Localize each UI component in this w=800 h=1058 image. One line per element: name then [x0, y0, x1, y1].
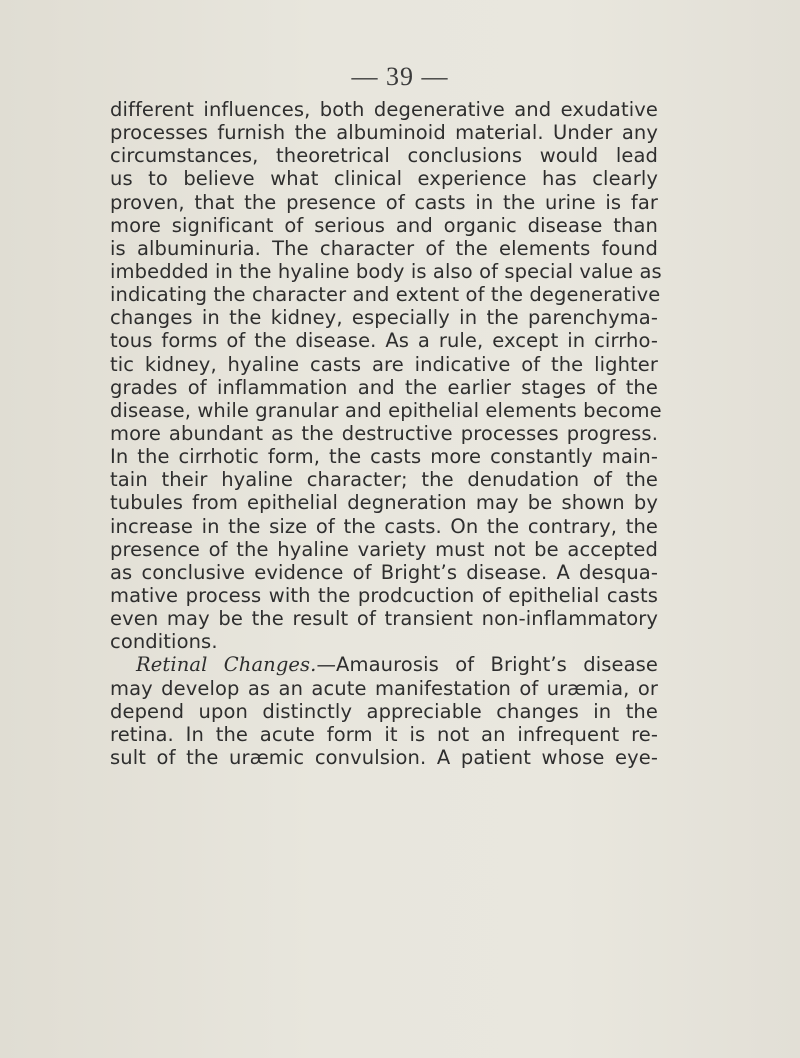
- text-line: even may be the result of transient non-inflammatory: [110, 607, 658, 631]
- text-line: In the cirrhotic form, the casts more constantly main-: [110, 445, 658, 469]
- paragraph-retinal-changes: [110, 653, 658, 769]
- text-line: indicating the character and extent of the degenerative: [110, 283, 661, 307]
- body-text: [110, 98, 662, 769]
- text-line: [110, 653, 658, 676]
- text-line: mative process with the prodcuction of epithelial casts: [110, 583, 658, 607]
- text-line-fragment: —Amaurosis of Bright’s disease: [316, 653, 658, 677]
- text-line: may develop as an acute manifestation of uræmia, or: [110, 676, 658, 700]
- text-line: depend upon distinctly appreciable changes in the: [110, 699, 658, 723]
- text-line: retina. In the acute form it is not an infrequent re-: [110, 722, 658, 746]
- text-line: changes in the kidney, especially in the parenchyma-: [110, 306, 658, 330]
- page-number: — 39 —: [351, 62, 449, 91]
- text-line: is albuminuria. The character of the elements found: [110, 236, 658, 260]
- text-line: sult of the uræmic convulsion. A patient whose eye-: [110, 745, 658, 769]
- text-line: more abundant as the destructive processes progress.: [110, 421, 658, 445]
- text-line: proven, that the presence of casts in the urine is far: [110, 190, 658, 214]
- text-line: different influences, both degenerative and exudative: [110, 98, 658, 121]
- text-line: grades of inflammation and the earlier stages of the: [110, 375, 658, 399]
- text-line: more significant of serious and organic disease than: [110, 213, 658, 237]
- text-line: disease, while granular and epithelial elements become: [110, 398, 662, 422]
- paragraph-casts: [110, 98, 662, 654]
- text-line: us to believe what clinical experience has clearly: [110, 167, 658, 191]
- text-line: tous forms of the disease. As a rule, except in cirrho-: [110, 329, 658, 353]
- text-line: tain their hyaline character; the denudation of the: [110, 468, 658, 492]
- text-line: increase in the size of the casts. On the contrary, the: [110, 514, 658, 538]
- text-line: presence of the hyaline variety must not be accepted: [110, 537, 658, 561]
- text-line: as conclusive evidence of Bright’s disease. A desqua-: [110, 560, 658, 584]
- section-heading-retinal-changes: Retinal Changes.: [136, 653, 317, 677]
- text-line: imbedded in the hyaline body is also of special value as: [110, 259, 662, 283]
- text-line: processes furnish the albuminoid material. Under any: [110, 121, 658, 145]
- text-line: tubules from epithelial degneration may be shown by: [110, 491, 658, 515]
- text-line: conditions.: [110, 630, 218, 654]
- text-line: circumstances, theoretrical conclusions would lead: [110, 144, 658, 168]
- text-line: tic kidney, hyaline casts are indicative of the lighter: [110, 352, 658, 376]
